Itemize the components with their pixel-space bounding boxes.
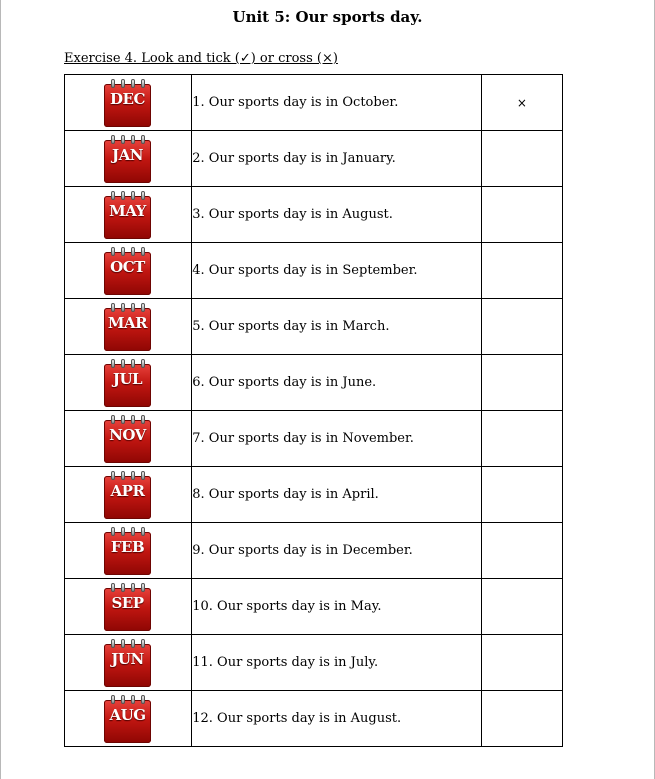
calendar-icon — [104, 359, 151, 407]
ring — [131, 583, 135, 592]
ring — [131, 359, 135, 368]
calendar-icon — [104, 471, 151, 519]
sentence-cell: 7. Our sports day is in November. — [192, 411, 482, 467]
ring — [121, 247, 125, 256]
calendar-cell — [65, 691, 192, 747]
sentence-cell: 11. Our sports day is in July. — [192, 635, 482, 691]
calendar-icon — [104, 695, 151, 743]
ring — [131, 191, 135, 200]
ring — [111, 583, 115, 592]
ring — [111, 415, 115, 424]
ring — [111, 247, 115, 256]
calendar-cell — [65, 243, 192, 299]
sentence-cell: 8. Our sports day is in April. — [192, 467, 482, 523]
calendar-icon — [104, 247, 151, 295]
ring — [141, 303, 145, 312]
table-row — [65, 75, 563, 131]
table-row — [65, 187, 563, 243]
calendar-month-label: NOV — [109, 425, 146, 444]
ring — [131, 415, 135, 424]
ring — [121, 415, 125, 424]
answer-box[interactable] — [481, 691, 562, 747]
table-row — [65, 691, 563, 747]
ring — [121, 79, 125, 88]
ring — [141, 639, 145, 648]
answer-box[interactable] — [481, 131, 562, 187]
calendar-icon — [104, 135, 151, 183]
calendar-month-label: OCT — [110, 257, 145, 276]
ring — [111, 79, 115, 88]
table-row — [65, 243, 563, 299]
calendar-rings — [108, 583, 148, 592]
calendar-icon — [104, 583, 151, 631]
sentence-cell: 5. Our sports day is in March. — [192, 299, 482, 355]
ring — [111, 639, 115, 648]
ring — [141, 471, 145, 480]
calendar-cell — [65, 579, 192, 635]
ring — [141, 135, 145, 144]
calendar-cell — [65, 467, 192, 523]
calendar-cell — [65, 131, 192, 187]
calendar-month-label: DEC — [110, 89, 145, 108]
ring — [111, 303, 115, 312]
answer-box[interactable]: × — [481, 75, 562, 131]
ring — [131, 303, 135, 312]
calendar-month-label: MAR — [107, 313, 148, 332]
answer-box[interactable] — [481, 635, 562, 691]
table-row — [65, 355, 563, 411]
answer-box[interactable] — [481, 299, 562, 355]
calendar-month-label: FEB — [110, 537, 145, 556]
calendar-icon — [104, 191, 151, 239]
calendar-cell — [65, 635, 192, 691]
ring — [141, 527, 145, 536]
ring — [141, 695, 145, 704]
ring — [121, 639, 125, 648]
ring — [131, 527, 135, 536]
calendar-month-label: JUL — [112, 369, 143, 388]
table-row — [65, 411, 563, 467]
calendar-rings — [108, 695, 148, 704]
ring — [121, 135, 125, 144]
answer-box[interactable] — [481, 467, 562, 523]
answer-box[interactable] — [481, 355, 562, 411]
exercise-instruction: Exercise 4. Look and tick (✓) or cross (×) — [64, 51, 338, 66]
answer-box[interactable] — [481, 523, 562, 579]
calendar-rings — [108, 471, 148, 480]
table-row — [65, 467, 563, 523]
calendar-icon — [104, 415, 151, 463]
calendar-rings — [108, 191, 148, 200]
ring — [121, 191, 125, 200]
ring — [131, 79, 135, 88]
sentence-cell: 12. Our sports day is in August. — [192, 691, 482, 747]
calendar-month-label: MAY — [109, 201, 146, 220]
sentence-cell: 4. Our sports day is in September. — [192, 243, 482, 299]
ring — [111, 695, 115, 704]
table-row — [65, 131, 563, 187]
sentence-cell: 10. Our sports day is in May. — [192, 579, 482, 635]
calendar-rings — [108, 79, 148, 88]
calendar-rings — [108, 415, 148, 424]
ring — [131, 471, 135, 480]
calendar-rings — [108, 359, 148, 368]
sentence-cell: 6. Our sports day is in June. — [192, 355, 482, 411]
page-border-left — [0, 0, 1, 779]
calendar-cell — [65, 299, 192, 355]
calendar-icon — [104, 639, 151, 687]
exercise-table — [64, 74, 563, 747]
calendar-month-label: JAN — [112, 145, 143, 164]
calendar-cell — [65, 523, 192, 579]
ring — [121, 527, 125, 536]
calendar-month-label: APR — [110, 481, 145, 500]
ring — [141, 415, 145, 424]
answer-box[interactable] — [481, 187, 562, 243]
table-row — [65, 635, 563, 691]
table-row — [65, 299, 563, 355]
sentence-cell: 9. Our sports day is in December. — [192, 523, 482, 579]
table-row — [65, 523, 563, 579]
calendar-cell — [65, 355, 192, 411]
ring — [141, 583, 145, 592]
calendar-rings — [108, 527, 148, 536]
sentence-cell: 3. Our sports day is in August. — [192, 187, 482, 243]
ring — [121, 695, 125, 704]
ring — [111, 191, 115, 200]
ring — [131, 135, 135, 144]
calendar-icon — [104, 303, 151, 351]
table-row — [65, 579, 563, 635]
ring — [111, 527, 115, 536]
calendar-cell — [65, 187, 192, 243]
calendar-icon — [104, 527, 151, 575]
sentence-cell: 2. Our sports day is in January. — [192, 131, 482, 187]
calendar-rings — [108, 135, 148, 144]
calendar-icon — [104, 79, 151, 127]
ring — [121, 471, 125, 480]
ring — [121, 359, 125, 368]
ring — [111, 135, 115, 144]
ring — [141, 359, 145, 368]
calendar-cell — [65, 75, 192, 131]
ring — [131, 639, 135, 648]
answer-box[interactable] — [481, 243, 562, 299]
calendar-month-label: SEP — [111, 593, 144, 612]
ring — [141, 191, 145, 200]
ring — [111, 359, 115, 368]
answer-box[interactable] — [481, 411, 562, 467]
ring — [121, 303, 125, 312]
ring — [141, 79, 145, 88]
page-title: Unit 5: Our sports day. — [232, 8, 423, 26]
calendar-month-label: JUN — [111, 649, 144, 668]
ring — [111, 471, 115, 480]
calendar-rings — [108, 639, 148, 648]
answer-box[interactable] — [481, 579, 562, 635]
ring — [131, 695, 135, 704]
calendar-month-label: AUG — [109, 705, 146, 724]
calendar-rings — [108, 303, 148, 312]
ring — [121, 583, 125, 592]
calendar-rings — [108, 247, 148, 256]
ring — [141, 247, 145, 256]
ring — [131, 247, 135, 256]
sentence-cell: 1. Our sports day is in October. — [192, 75, 482, 131]
calendar-cell — [65, 411, 192, 467]
